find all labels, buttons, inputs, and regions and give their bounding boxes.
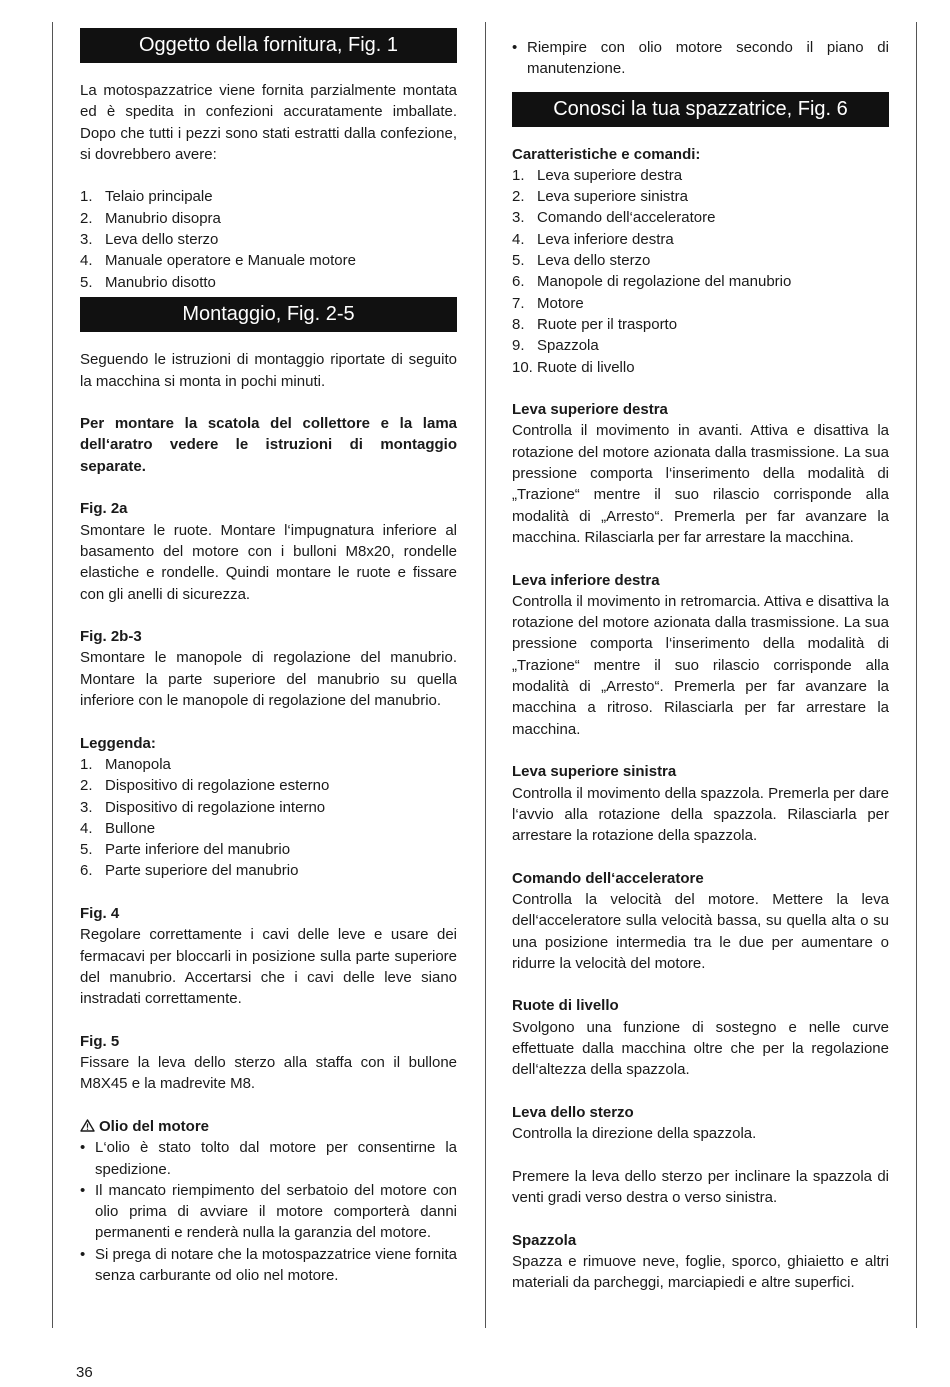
list-item: • Il mancato riempimento del serbatoio del motore con olio prima di avviare il motore comporterà danni permanenti e renderà nulla la garanzia del motore.	[80, 1181, 457, 1242]
list-item: 2. Manubrio disopra	[80, 209, 221, 227]
list-item: 9. Spazzola	[512, 337, 599, 355]
features-list	[512, 165, 889, 378]
fig4-heading: Fig. 4	[80, 904, 120, 922]
fig5-heading: Fig. 5	[80, 1032, 120, 1050]
right-column	[512, 37, 889, 1294]
oil-fill-bullet	[512, 37, 889, 80]
list-item: 1. Telaio principale	[80, 188, 213, 206]
section-title-delivery: Oggetto della fornitura, Fig. 1	[80, 28, 457, 63]
list-item: 4. Bullone	[80, 819, 156, 837]
lower-right-lever-heading: Leva inferiore destra	[512, 571, 660, 589]
list-item: 5. Parte inferiore del manubrio	[80, 841, 291, 859]
left-column	[80, 28, 457, 1286]
list-item: 3. Leva dello sterzo	[80, 231, 219, 249]
list-item: 2. Leva superiore sinistra	[512, 188, 688, 206]
legend-heading: Leggenda:	[80, 734, 156, 752]
assembly-note: Per montare la scatola del collettore e la lama dell‘aratro vedere le istruzioni di montaggio separate.	[80, 415, 457, 475]
list-item: 1. Leva superiore destra	[512, 166, 683, 184]
steering-lever-text: Controlla la direzione della spazzola.	[512, 1125, 757, 1143]
fig5-text: Fissare la leva dello sterzo alla staffa con il bullone M8X45 e la madrevite M8.	[80, 1054, 457, 1093]
fig2a-heading: Fig. 2a	[80, 500, 128, 518]
upper-left-lever-text: Controlla il movimento della spazzola. Premerla per dare l‘avvio alla rotazione della spazzola. Rilasciarla per arrestare la rotazione della spazzola.	[512, 784, 889, 845]
list-item: 6. Parte superiore del manubrio	[80, 862, 299, 880]
list-item: 4. Leva inferiore destra	[512, 230, 674, 248]
list-item: 10. Ruote di livello	[512, 358, 635, 376]
left-column-rule	[52, 22, 53, 1328]
features-heading: Caratteristiche e comandi:	[512, 145, 701, 163]
warning-triangle-icon	[80, 1116, 95, 1137]
fig2b3-text: Smontare le manopole di regolazione del manubrio. Montare la parte superiore del manubrio su quella inferiore con le manopole di regolazione del manubrio.	[80, 649, 457, 710]
delivery-intro: La motospazzatrice viene fornita parzialmente montata ed è spedita in confezioni accuratamente imballate. Dopo che tutti i pezzi sono stati estratti dalla confezione, si dovrebbero avere:	[80, 82, 457, 163]
fig2a-text: Smontare le ruote. Montare l‘impugnatura inferiore al basamento del motore con i bulloni M8x20, rondelle elastiche e rondelle. Quindi montare le ruote e fissare con gli anelli di sicurezza.	[80, 521, 457, 603]
upper-right-lever-text: Controlla il movimento in avanti. Attiva e disattiva la rotazione del motore azionata dalla trasmissione. La sua pressione comporta l‘inserimento della modalità di „Trazione“ mentre il suo rilascio corrisponde alla modalità di „Arresto“. Premerla per far avanzare la macchina. Rilasciarla per far arrestare la macchina.	[512, 422, 889, 546]
list-item: 4. Manuale operatore e Manuale motore	[80, 252, 356, 270]
throttle-text: Controlla la velocità del motore. Mettere la leva dell‘acceleratore sulla velocità bassa, su quella alta o su una posizione intermedia tra le due per aumentare o ridurre la velocità del motore.	[512, 890, 889, 972]
steering-lever-text-2: Premere la leva dello sterzo per inclinare la spazzola di venti gradi verso destra o verso sinistra.	[512, 1167, 889, 1207]
brush-heading: Spazzola	[512, 1231, 577, 1249]
list-item: 8. Ruote per il trasporto	[512, 315, 678, 333]
upper-right-lever-heading: Leva superiore destra	[512, 401, 668, 419]
list-item: • L‘olio è stato tolto dal motore per consentirne la spedizione.	[80, 1139, 457, 1178]
list-item: 5. Manubrio disotto	[80, 273, 216, 291]
section-title-know-sweeper: Conosci la tua spazzatrice, Fig. 6	[512, 92, 889, 127]
lower-right-lever-text: Controlla il movimento in retromarcia. Attiva e disattiva la rotazione del motore azionata dalla trasmissione. La sua pressione comporta l‘inserimento della modalità di „Trazione“ mentre il suo rilascio corrisponde alla modalità di „Arresto“. Premerla per far avanzare la macchina a ritroso. Rilasciarla per far arrestare la macchina.	[512, 592, 889, 738]
legend-list	[80, 754, 457, 882]
list-item: 3. Comando dell‘acceleratore	[512, 209, 716, 227]
level-wheels-text: Svolgono una funzione di sostegno e nelle curve effettuate dalla macchina oltre che per la regolazione dell‘altezza della spazzola.	[512, 1018, 889, 1079]
list-item: 7. Motore	[512, 294, 584, 312]
list-item: • Si prega di notare che la motospazzatrice viene fornita senza carburante od olio nel motore.	[80, 1245, 457, 1285]
right-column-rule	[916, 22, 917, 1328]
list-item: • Riempire con olio motore secondo il piano di manutenzione.	[512, 39, 889, 78]
list-item: 1. Manopola	[80, 755, 171, 773]
list-item: 5. Leva dello sterzo	[512, 252, 651, 270]
oil-heading-text: Olio del motore	[99, 1117, 210, 1135]
brush-text: Spazza e rimuove neve, foglie, sporco, ghiaietto e altri materiali da parcheggi, marciapiedi e altre superfici.	[512, 1253, 889, 1292]
fig2b3-heading: Fig. 2b-3	[80, 628, 142, 646]
list-item: 6. Manopole di regolazione del manubrio	[512, 273, 792, 291]
fig4-text: Regolare correttamente i cavi delle leve e usare dei fermacavi per bloccarli in posizione sulla parte superiore del manubrio. Accertarsi che i cavi delle leve siano instradati correttamente.	[80, 926, 457, 1008]
oil-heading	[80, 1116, 457, 1137]
level-wheels-heading: Ruote di livello	[512, 997, 619, 1015]
page-number: 36	[76, 1364, 93, 1381]
assembly-intro: Seguendo le istruzioni di montaggio riportate di seguito la macchina si monta in pochi minuti.	[80, 351, 457, 390]
throttle-heading: Comando dell‘acceleratore	[512, 869, 704, 887]
list-item: 3. Dispositivo di regolazione interno	[80, 798, 326, 816]
list-item: 2. Dispositivo di regolazione esterno	[80, 777, 330, 795]
section-title-assembly: Montaggio, Fig. 2-5	[80, 297, 457, 332]
upper-left-lever-heading: Leva superiore sinistra	[512, 763, 677, 781]
oil-bullets	[80, 1137, 457, 1286]
middle-column-rule	[485, 22, 486, 1328]
delivery-list	[80, 186, 457, 292]
steering-lever-heading: Leva dello sterzo	[512, 1103, 634, 1121]
